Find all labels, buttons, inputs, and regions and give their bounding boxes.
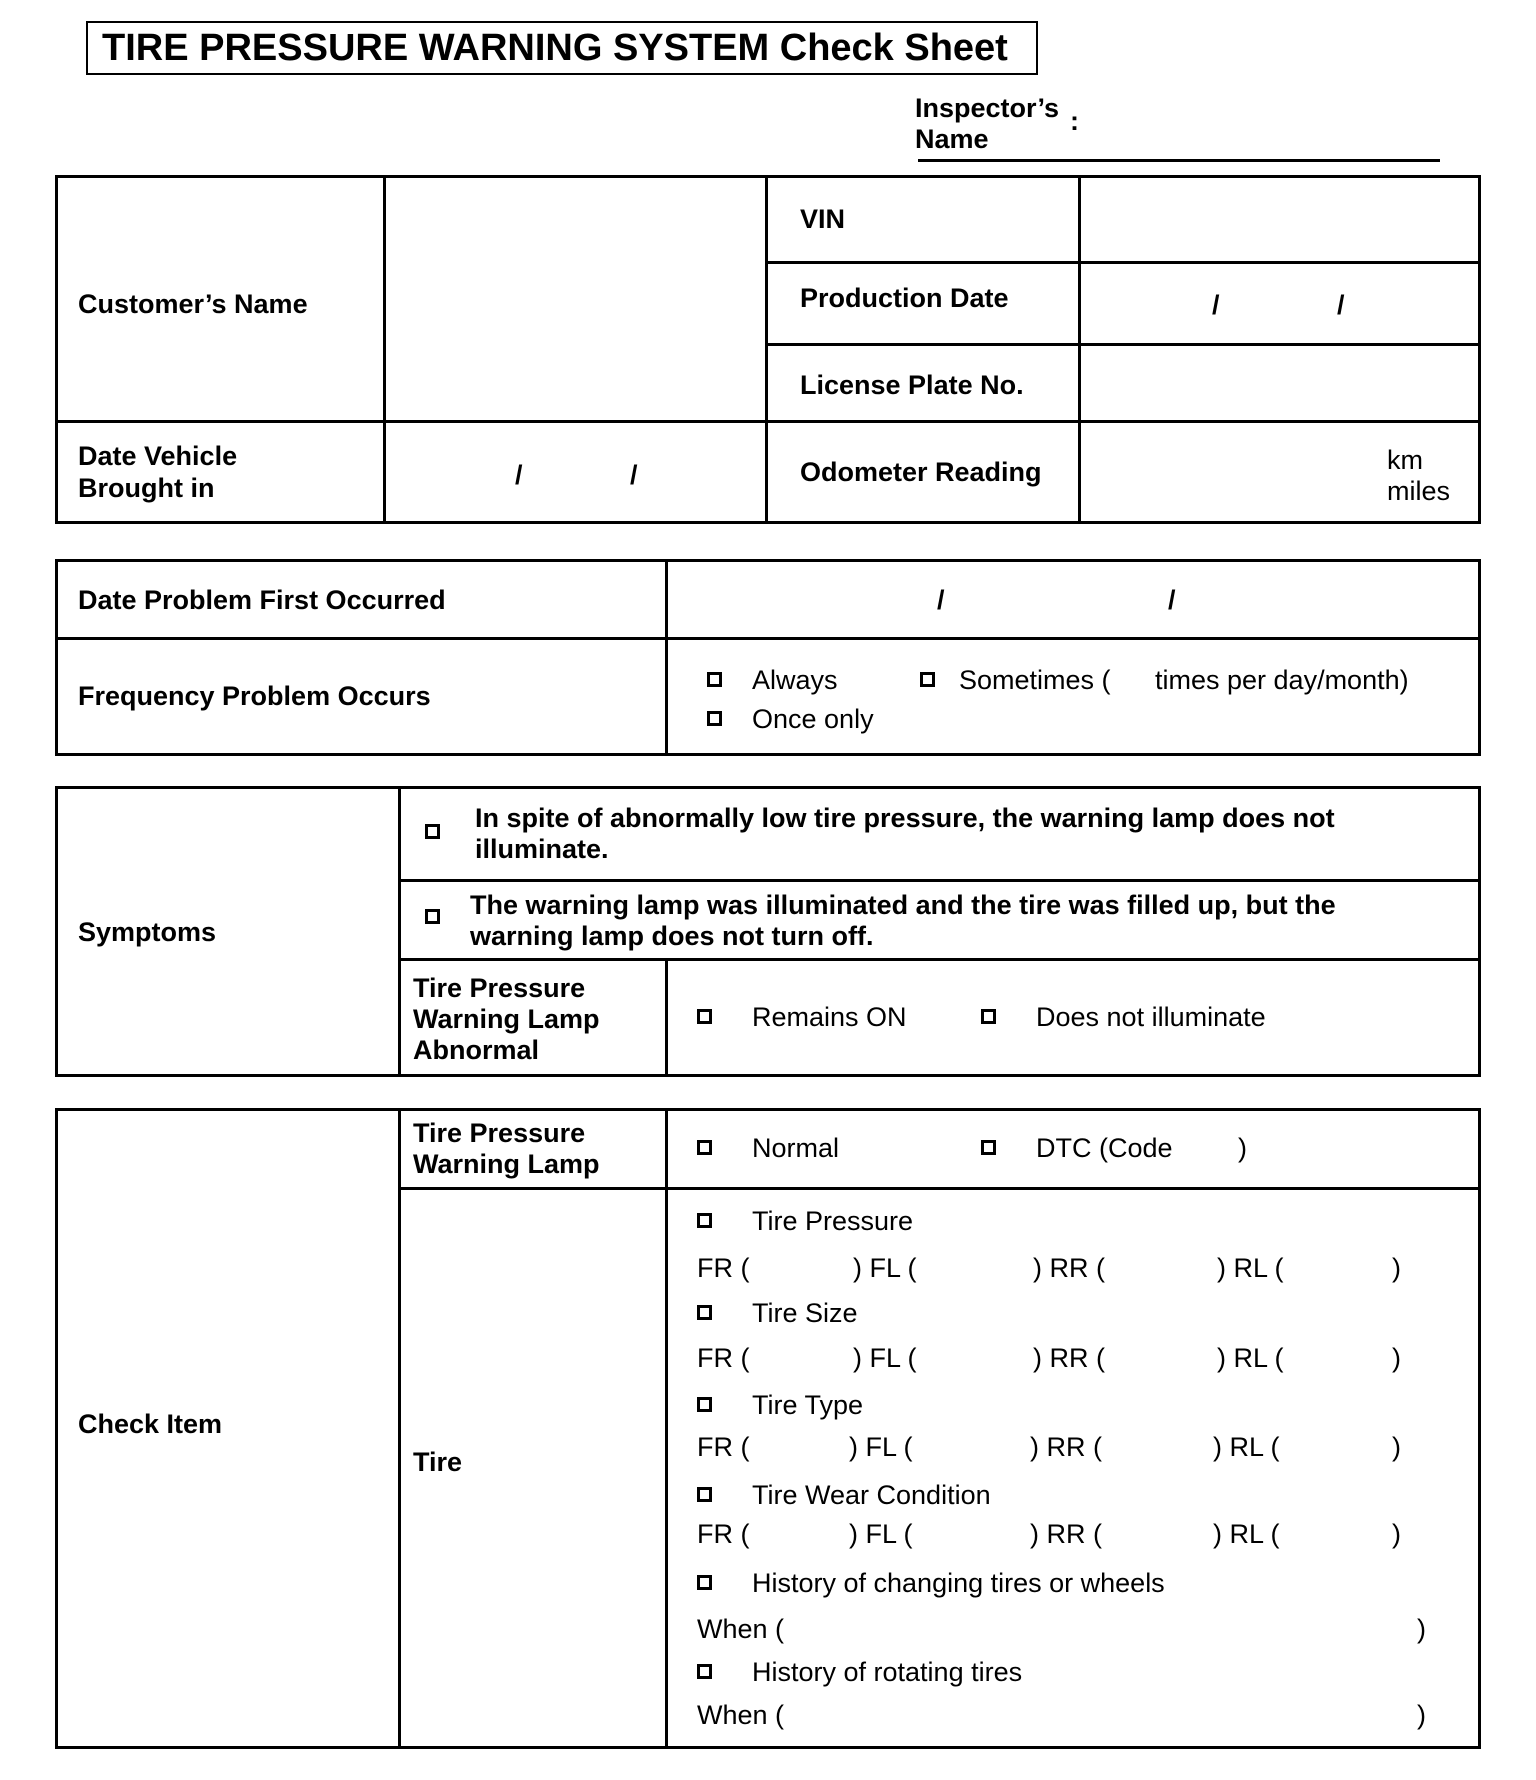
tire-pressure-rr: ) RR ( [1033,1253,1105,1283]
date-first-occurred-label: Date Problem First Occurred [78,585,446,615]
tire-size-rr: ) RR ( [1033,1343,1105,1373]
tire-size-close-paren: ) [1392,1343,1401,1373]
always-label: Always [752,665,838,695]
once-only-label: Once only [752,704,874,734]
remains-on-checkbox[interactable] [697,1009,712,1024]
first-occurred-separator: / [1168,585,1176,615]
history-changing-label: History of changing tires or wheels [752,1568,1165,1598]
does-not-illuminate-checkbox[interactable] [981,1009,996,1024]
tire-wear-rl: ) RL ( [1213,1519,1280,1549]
tire-wear-close-paren: ) [1392,1519,1401,1549]
normal-checkbox[interactable] [697,1140,712,1155]
inspector-name-label: Inspector’s Name [915,93,1060,154]
tire-pressure-checkbox[interactable] [697,1213,712,1228]
tire-pressure-close-paren: ) [1392,1253,1401,1283]
production-date-separator: / [1337,290,1345,320]
history-rotating-close-paren: ) [1417,1700,1426,1730]
always-checkbox[interactable] [707,672,722,687]
check-lamp-label: Tire Pressure Warning Lamp [413,1118,600,1179]
dtc-close-paren: ) [1238,1133,1247,1163]
tire-wear-fl: ) FL ( [849,1519,913,1549]
tire-size-fr: FR ( [697,1343,750,1373]
vin-field[interactable] [1081,178,1478,261]
frequency-label: Frequency Problem Occurs [78,681,431,711]
lamp-abnormal-label: Tire Pressure Warning Lamp Abnormal [413,973,600,1065]
tire-pressure-rl: ) RL ( [1217,1253,1284,1283]
license-plate-field[interactable] [1081,346,1478,420]
dtc-checkbox[interactable] [981,1140,996,1155]
check-item-label: Check Item [78,1409,223,1439]
history-rotating-when: When ( [697,1700,785,1730]
symptom2-text: The warning lamp was illuminated and the tire was filled up, but the warning lamp does not turn off. [470,890,1336,951]
inspector-colon: : [1070,106,1079,136]
first-occurred-separator: / [937,585,945,615]
does-not-illuminate-label: Does not illuminate [1036,1002,1266,1032]
date-brought-separator: / [515,460,523,490]
history-changing-when: When ( [697,1614,785,1644]
vin-label: VIN [800,204,846,234]
production-date-separator: / [1212,290,1220,320]
customer-name-field[interactable] [386,178,765,420]
once-only-checkbox[interactable] [707,711,722,726]
customer-name-label: Customer’s Name [78,289,308,319]
sometimes-checkbox[interactable] [920,672,935,687]
odometer-unit-miles: miles [1387,476,1451,506]
date-brought-separator: / [630,460,638,490]
tire-size-fl: ) FL ( [853,1343,917,1373]
tire-type-rl: ) RL ( [1213,1432,1280,1462]
sometimes-label: Sometimes ( [959,665,1111,695]
symptom1-text: In spite of abnormally low tire pressure, the warning lamp does not illuminate. [475,803,1335,864]
symptom1-checkbox[interactable] [425,824,440,839]
tire-wear-fr: FR ( [697,1519,750,1549]
tire-size-checkbox[interactable] [697,1305,712,1320]
tire-wear-checkbox[interactable] [697,1487,712,1502]
tire-type-fl: ) FL ( [849,1432,913,1462]
tire-type-rr: ) RR ( [1030,1432,1102,1462]
tire-label: Tire [413,1447,463,1477]
page-title: TIRE PRESSURE WARNING SYSTEM Check Sheet [86,21,1038,75]
license-plate-label: License Plate No. [800,370,1024,400]
history-changing-checkbox[interactable] [697,1575,712,1590]
tire-pressure-fl: ) FL ( [853,1253,917,1283]
history-rotating-label: History of rotating tires [752,1657,1023,1687]
date-brought-label: Date Vehicle Brought in [78,441,238,503]
odometer-label: Odometer Reading [800,457,1042,487]
check-item-table [55,1108,1481,1749]
tire-type-checkbox[interactable] [697,1397,712,1412]
tire-type-fr: FR ( [697,1432,750,1462]
history-rotating-checkbox[interactable] [697,1664,712,1679]
tire-size-rl: ) RL ( [1217,1343,1284,1373]
inspector-name-field[interactable] [918,159,1440,162]
tire-pressure-label: Tire Pressure [752,1206,914,1236]
tire-pressure-fr: FR ( [697,1253,750,1283]
remains-on-label: Remains ON [752,1002,907,1032]
tire-type-label: Tire Type [752,1390,864,1420]
dtc-label: DTC (Code [1036,1133,1173,1163]
production-date-label: Production Date [800,283,1009,313]
tire-type-close-paren: ) [1392,1432,1401,1462]
times-per-label: times per day/month) [1155,665,1409,695]
tire-size-label: Tire Size [752,1298,858,1328]
history-changing-close-paren: ) [1417,1614,1426,1644]
tire-wear-label: Tire Wear Condition [752,1480,991,1510]
normal-label: Normal [752,1133,840,1163]
tire-wear-rr: ) RR ( [1030,1519,1102,1549]
symptom2-checkbox[interactable] [425,909,440,924]
symptoms-label: Symptoms [78,917,217,947]
odometer-unit-km: km [1387,445,1423,475]
